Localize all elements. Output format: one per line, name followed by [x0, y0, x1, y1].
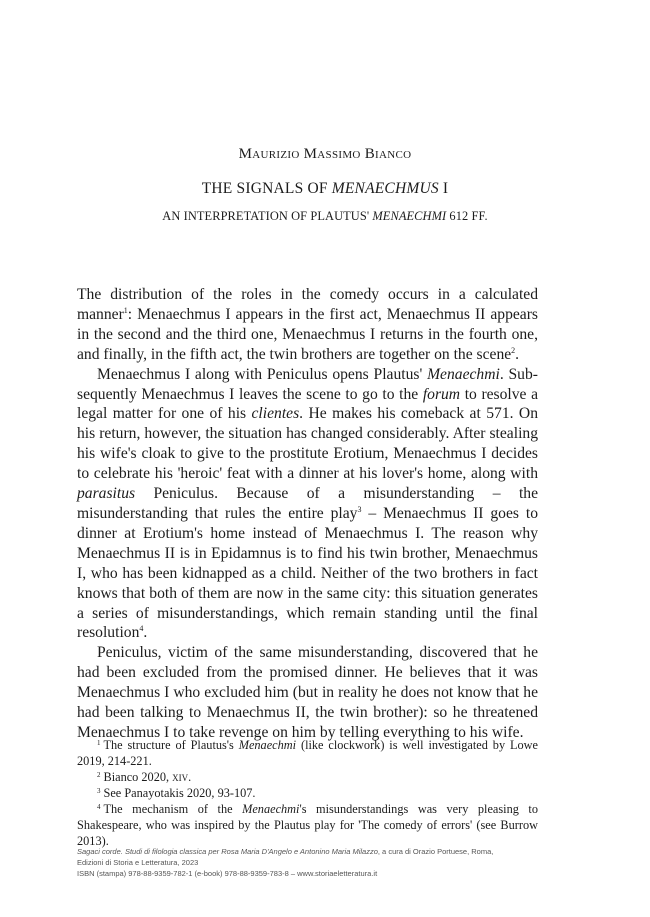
footnote-number: 1	[97, 739, 101, 747]
footnote-number: 3	[97, 787, 101, 795]
colophon	[77, 846, 547, 879]
text-run: (like clockwork) is well investigated by Lowe 2019, 214-221.	[77, 738, 538, 768]
text-run: The distribution of the roles in the comedy occurs in a calculated manner	[77, 286, 538, 323]
body-text	[77, 285, 538, 743]
text-run: – Menaechmus II goes to dinner at Erotium's home instead of Menaechmus I. The reason why Menaechmus II is in Epidamnus is to find his twin brother, Menaechmus I, who has been kidnapped as a child. Neither of the two brothers in fact knows that both of them are now in the same city: this situation generates a series of misunderstandings, which remain standing until the final resolution	[77, 504, 538, 642]
colophon-line-3: ISBN (stampa) 978-88-9359-782-1 (e-book) 978-88-9359-783-8 – www.storiaeletteratura.it	[77, 869, 378, 878]
paragraph-3: Peniculus, victim of the same misunderstanding, discovered that he had been excluded from the promised dinner. He believes that it was Menaechmus I who excluded him (but in reality he does not know that he had been talking to Menaechmus II, the twin brother): so he threatened Menaechmus I to take revenge on him by telling everything to his wife.	[77, 644, 538, 741]
footnote-ref-1[interactable]: 1	[123, 305, 128, 315]
footnote-number: 2	[97, 771, 101, 779]
text-run: Menaechmus I along with Peniculus opens Plautus'	[97, 365, 428, 383]
title-italic: MENAECHMUS	[331, 180, 439, 197]
text-run: .	[143, 624, 148, 642]
italic-run: Sagaci corde. Studi di filologia classica per Rosa Maria D'Angelo e Antonino Maria Milazzo	[77, 847, 378, 856]
italic-run: Menaechmi	[427, 365, 500, 383]
text-run: : Menaechmus I appears in the first act, Menaechmus II appears in the second and the third one, Menaechmus I returns in the fourth one, and finally, in the fifth act, the twin brothers are together on the scene	[77, 305, 538, 363]
footnote-4	[77, 801, 538, 849]
footnotes	[77, 737, 538, 849]
small-caps-run: xiv	[172, 770, 189, 784]
footnote-ref-4[interactable]: 4	[139, 624, 144, 634]
italic-run: Menaechmi	[242, 802, 300, 816]
text-run: Bianco 2020,	[103, 770, 173, 784]
italic-run: forum	[422, 385, 461, 403]
colophon-line-2: Edizioni di Storia e Letteratura, 2023	[77, 858, 199, 867]
title-suffix: I	[438, 180, 449, 197]
footnote-ref-2[interactable]: 2	[511, 345, 516, 355]
subtitle-italic: MENAECHMI	[372, 209, 447, 223]
article-title	[0, 180, 650, 198]
text-run: See Panayotakis 2020, 93-107.	[103, 786, 256, 800]
italic-run: clientes	[251, 405, 300, 423]
subtitle-prefix: AN INTERPRETATION OF PLAUTUS'	[162, 209, 373, 223]
text-run: to resolve a legal matter for one of his	[77, 385, 539, 423]
text-run: 's misunderstandings was very pleasing to Shakespeare, who was inspired by the Plautus play for 'The comedy of errors' (see Burrow 2013).	[77, 802, 538, 848]
text-run: The structure of Plautus's	[103, 738, 239, 752]
footnote-1	[77, 737, 538, 769]
italic-run: Menaechmi	[238, 738, 297, 752]
text-run: Peniculus. Because of a misunderstanding – the misunderstanding that rules the entire play	[77, 485, 538, 522]
text-run: .	[515, 345, 520, 363]
paragraph-2	[77, 365, 538, 644]
italic-run: parasitus	[77, 485, 136, 503]
text-run: , a cura di Orazio Portuese, Roma,	[377, 847, 494, 856]
text-run: . He makes his comeback at 571. On his return, however, the situation has changed considerably. After stealing his wife's cloak to give to the prostitute Erotium, Menaechmus I decides to celebrate his 'heroic' feat with a dinner at his lover's home, along with	[77, 405, 538, 483]
subtitle-suffix: 612 FF.	[446, 209, 488, 223]
paragraph-1	[77, 285, 538, 365]
text-run: . Subsequently Menaechmus I leaves the scene to go to the	[77, 365, 538, 403]
footnote-3	[77, 785, 538, 801]
footnote-2	[77, 769, 538, 785]
title-prefix: THE SIGNALS OF	[201, 180, 332, 197]
author-name: Maurizio Massimo Bianco	[238, 146, 412, 162]
text-run: The mechanism of the	[103, 802, 243, 816]
footnote-number: 4	[97, 803, 101, 811]
article-subtitle	[0, 209, 650, 224]
footnote-ref-3[interactable]: 3	[357, 504, 362, 514]
text-run: .	[188, 770, 192, 784]
colophon-line-1	[77, 846, 547, 857]
